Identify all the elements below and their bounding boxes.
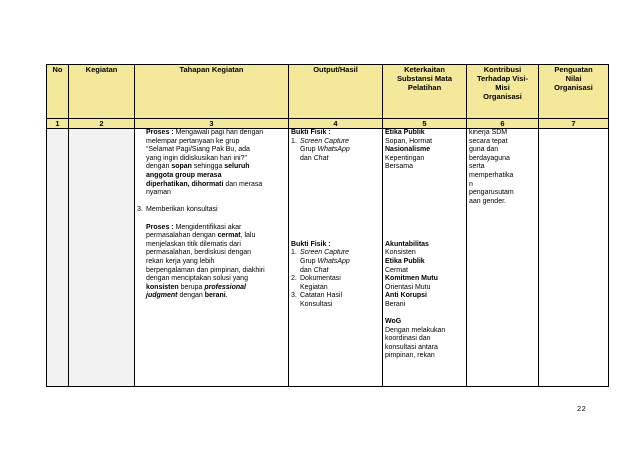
header-penguatan (539, 65, 609, 119)
output-line: 1. Screen Capture (291, 249, 350, 257)
header-kontribusi (467, 65, 539, 119)
column-number: 1 (47, 119, 69, 129)
kontribusi-line: guna dan (469, 146, 499, 154)
output-line: 1. Screen Capture (291, 137, 350, 145)
keterkaitan-line: Dengan melakukan (385, 326, 446, 334)
header-keterkaitan-line: Substansi Mata (396, 74, 452, 83)
activity-table (46, 64, 609, 387)
kontribusi-line: pengarusutam (469, 189, 514, 197)
kontribusi-line: berdayaguna (469, 154, 510, 162)
header-penguatan-line: Organisasi (554, 83, 593, 92)
header-no: No (47, 65, 69, 119)
output-line: 2. Dokumentasi (291, 275, 341, 283)
tahapan-line: konsisten berupa professional (146, 283, 246, 291)
cell-kegiatan (69, 129, 135, 387)
cell-keterkaitan (383, 129, 467, 387)
output-line: Bukti Fisik : (291, 240, 331, 248)
keterkaitan-line: Komitmen Mutu (385, 275, 438, 283)
cell-output (289, 129, 383, 387)
keterkaitan-line: Kepentingan (385, 154, 425, 162)
page-number: 22 (577, 404, 587, 413)
kontribusi-line: memperhatika (469, 171, 514, 179)
header-kontribusi-line: Organisasi (483, 92, 522, 101)
header-keterkaitan (383, 65, 467, 119)
kontribusi-line: kinerja SDM (469, 129, 508, 136)
keterkaitan-line: Cermat (385, 266, 408, 274)
tahapan-line: berpengalaman dan pimpinan, diakhiri (146, 266, 265, 274)
keterkaitan-line: Etika Publik (385, 257, 425, 265)
tahapan-line: Proses : Mengidentifikasi akar (146, 223, 242, 231)
header-kontribusi-line: Misi (495, 83, 510, 92)
tahapan-line: judgment dengan berani. (146, 292, 228, 300)
tahapan-line: menjelaskan titik dilematis dari (146, 240, 241, 248)
header-kegiatan: Kegiatan (69, 65, 135, 119)
header-kontribusi-line: Kontribusi (483, 65, 522, 74)
tahapan-line: Proses : Mengawali pagi hari dengan (146, 129, 264, 136)
tahapan-line: dengan menciptakan solusi yang (146, 275, 248, 283)
header-row (47, 65, 609, 119)
cell-penguatan (539, 129, 609, 387)
output-line: Grup WhatsApp (300, 146, 350, 154)
keterkaitan-line: koordinasi dan (385, 335, 431, 343)
output-line: dan Chat (300, 266, 329, 274)
kontribusi-line: n (469, 180, 473, 188)
tahapan-line: 3. Memberikan konsultasi (137, 206, 218, 214)
keterkaitan-line: WoG (385, 318, 402, 326)
column-number: 2 (69, 119, 135, 129)
header-keterkaitan-line: Keterkaitan (404, 65, 445, 74)
keterkaitan-line: Etika Publik (385, 129, 425, 136)
column-number: 6 (467, 119, 539, 129)
keterkaitan-line: Sopan, Hormat (385, 137, 433, 145)
keterkaitan-line: Konsisten (385, 249, 416, 257)
output-line: dan Chat (300, 154, 329, 162)
header-output: Output/Hasil (289, 65, 383, 119)
tahapan-line: yang ingin didiskusikan hari ini?” (146, 154, 247, 162)
keterkaitan-line: konsultasi antara (385, 343, 438, 351)
tahapan-line: permasalahan, berdiskusi dengan (146, 249, 252, 257)
header-kontribusi-line: Terhadap Visi- (477, 74, 528, 83)
tahapan-line: melempar pertanyaan ke grup (146, 137, 240, 145)
keterkaitan-line: Bersama (385, 163, 414, 171)
column-number: 4 (289, 119, 383, 129)
output-line: 3. Catatan Hasil (291, 292, 343, 300)
keterkaitan-line: Nasionalisme (385, 146, 431, 154)
keterkaitan-line: pimpinan, rekan (385, 352, 435, 360)
tahapan-line: nyaman (146, 189, 171, 197)
tahapan-line: anggota group merasa (146, 171, 222, 179)
keterkaitan-line: Anti Korupsi (385, 292, 427, 300)
output-line: Bukti Fisik : (291, 129, 331, 136)
header-penguatan-line: Penguatan (554, 65, 593, 74)
header-tahapan: Tahapan Kegiatan (135, 65, 289, 119)
kontribusi-line: secara tepat (469, 137, 508, 145)
tahapan-line: diperhatikan, dihormati dan merasa (146, 180, 263, 188)
keterkaitan-line: Berani (385, 300, 406, 308)
cell-tahapan (135, 129, 289, 387)
cell-kontribusi (467, 129, 539, 387)
keterkaitan-line: Orientasi Mutu (385, 283, 431, 291)
table-row (47, 129, 609, 387)
kontribusi-line: aan gender. (469, 197, 506, 205)
header-keterkaitan-line: Pelatihan (407, 83, 442, 92)
column-number-row (47, 119, 609, 129)
column-number: 3 (135, 119, 289, 129)
tahapan-line: rekan kerja yang lebih (146, 257, 215, 265)
output-line: Kegiatan (300, 283, 328, 291)
keterkaitan-line: Akuntabilitas (385, 240, 429, 248)
column-number: 5 (383, 119, 467, 129)
cell-no (47, 129, 69, 387)
output-line: Grup WhatsApp (300, 257, 350, 265)
output-line: Konsultasi (300, 300, 333, 308)
tahapan-line: permasalahan dengan cermat, lalu (146, 232, 256, 240)
kontribusi-line: serta (469, 163, 485, 171)
header-penguatan-line: Nilai (565, 74, 582, 83)
tahapan-line: dengan sopan sehingga seluruh (146, 163, 250, 171)
column-number: 7 (539, 119, 609, 129)
tahapan-line: “Selamat Pagi/Siang Pak Bu, ada (146, 146, 250, 154)
